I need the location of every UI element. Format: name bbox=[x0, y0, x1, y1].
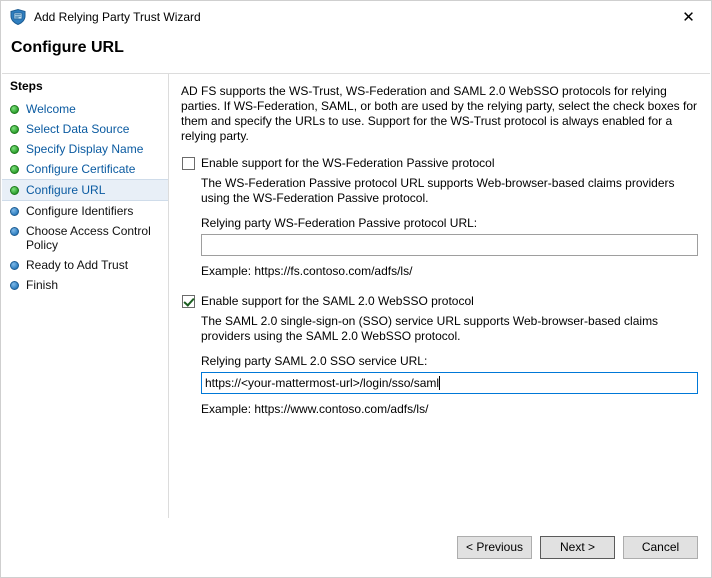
sidebar-item-specify-display-name[interactable] bbox=[2, 139, 168, 159]
saml-section bbox=[181, 314, 698, 416]
wizard-body bbox=[2, 73, 710, 576]
saml-url-value: https://<your-mattermost-url>/login/sso/saml bbox=[205, 376, 440, 390]
saml-url-label: Relying party SAML 2.0 SSO service URL: bbox=[201, 354, 428, 368]
step-label: Finish bbox=[26, 278, 59, 292]
intro-text: AD FS supports the WS-Trust, WS-Federation and SAML 2.0 WebSSO protocols for relying parties. If WS-Federation, SAML, or both are used by the relying party, select the check boxes for them and specify the URLs to use. Support for the WS-Trust protocol is always enabled for a relying party. bbox=[181, 84, 698, 143]
next-button[interactable]: Next > bbox=[540, 536, 615, 559]
saml-checkbox[interactable] bbox=[182, 295, 195, 308]
cancel-button[interactable]: Cancel bbox=[623, 536, 698, 559]
step-bullet-icon bbox=[10, 105, 19, 114]
step-bullet-icon bbox=[10, 125, 19, 134]
step-bullet-icon bbox=[10, 186, 19, 195]
saml-description: The SAML 2.0 single-sign-on (SSO) service URL supports Web-browser-based claims providers using the SAML 2.0 WebSSO protocol. bbox=[201, 314, 659, 343]
step-label: Choose Access Control Policy bbox=[26, 224, 151, 252]
wsfed-url-label: Relying party WS-Federation Passive protocol URL: bbox=[201, 216, 478, 230]
saml-url-input[interactable] bbox=[201, 372, 698, 394]
step-bullet-icon bbox=[10, 261, 19, 270]
wsfed-url-input[interactable] bbox=[201, 234, 698, 256]
saml-example: Example: https://www.contoso.com/adfs/ls/ bbox=[201, 402, 429, 416]
step-label: Specify Display Name bbox=[26, 142, 144, 156]
sidebar-item-choose-access-control-policy[interactable] bbox=[2, 221, 168, 255]
footer-buttons bbox=[2, 518, 710, 576]
step-label: Welcome bbox=[26, 102, 76, 116]
wsfed-example: Example: https://fs.contoso.com/adfs/ls/ bbox=[201, 264, 413, 278]
step-label: Configure URL bbox=[26, 183, 106, 197]
step-bullet-icon bbox=[10, 165, 19, 174]
step-bullet-icon bbox=[10, 227, 19, 236]
step-bullet-icon bbox=[10, 207, 19, 216]
wsfed-checkbox-label: Enable support for the WS-Federation Passive protocol bbox=[201, 156, 495, 170]
step-bullet-icon bbox=[10, 281, 19, 290]
step-bullet-icon bbox=[10, 145, 19, 154]
sidebar-item-configure-identifiers[interactable] bbox=[2, 201, 168, 221]
sidebar-item-finish[interactable] bbox=[2, 275, 168, 295]
sidebar-item-welcome[interactable] bbox=[2, 99, 168, 119]
shield-wizard-icon bbox=[9, 8, 27, 26]
content-row bbox=[2, 73, 710, 518]
step-label: Configure Certificate bbox=[26, 162, 136, 176]
title-bar bbox=[1, 1, 711, 33]
step-label: Ready to Add Trust bbox=[26, 258, 129, 272]
window-title: Add Relying Party Trust Wizard bbox=[34, 10, 201, 24]
sidebar-item-configure-url[interactable] bbox=[2, 179, 168, 201]
wsfed-checkbox-row[interactable] bbox=[181, 156, 698, 170]
text-caret bbox=[439, 376, 440, 390]
steps-pane bbox=[2, 73, 169, 518]
close-icon[interactable]: ✕ bbox=[682, 8, 695, 26]
wsfed-checkbox[interactable] bbox=[182, 157, 195, 170]
step-label: Configure Identifiers bbox=[26, 204, 134, 218]
step-label: Select Data Source bbox=[26, 122, 130, 136]
sidebar-item-select-data-source[interactable] bbox=[2, 119, 168, 139]
saml-checkbox-label: Enable support for the SAML 2.0 WebSSO protocol bbox=[201, 294, 474, 308]
steps-title: Steps bbox=[10, 79, 43, 93]
saml-checkbox-row[interactable] bbox=[181, 294, 698, 308]
previous-button[interactable]: < Previous bbox=[457, 536, 532, 559]
sidebar-item-configure-certificate[interactable] bbox=[2, 159, 168, 179]
page-title: Configure URL bbox=[11, 39, 124, 56]
sidebar-item-ready-to-add-trust[interactable] bbox=[2, 255, 168, 275]
wsfed-section bbox=[181, 176, 698, 278]
main-pane bbox=[169, 73, 710, 518]
wsfed-description: The WS-Federation Passive protocol URL supports Web-browser-based claims providers using the WS-Federation Passive protocol. bbox=[201, 176, 675, 205]
